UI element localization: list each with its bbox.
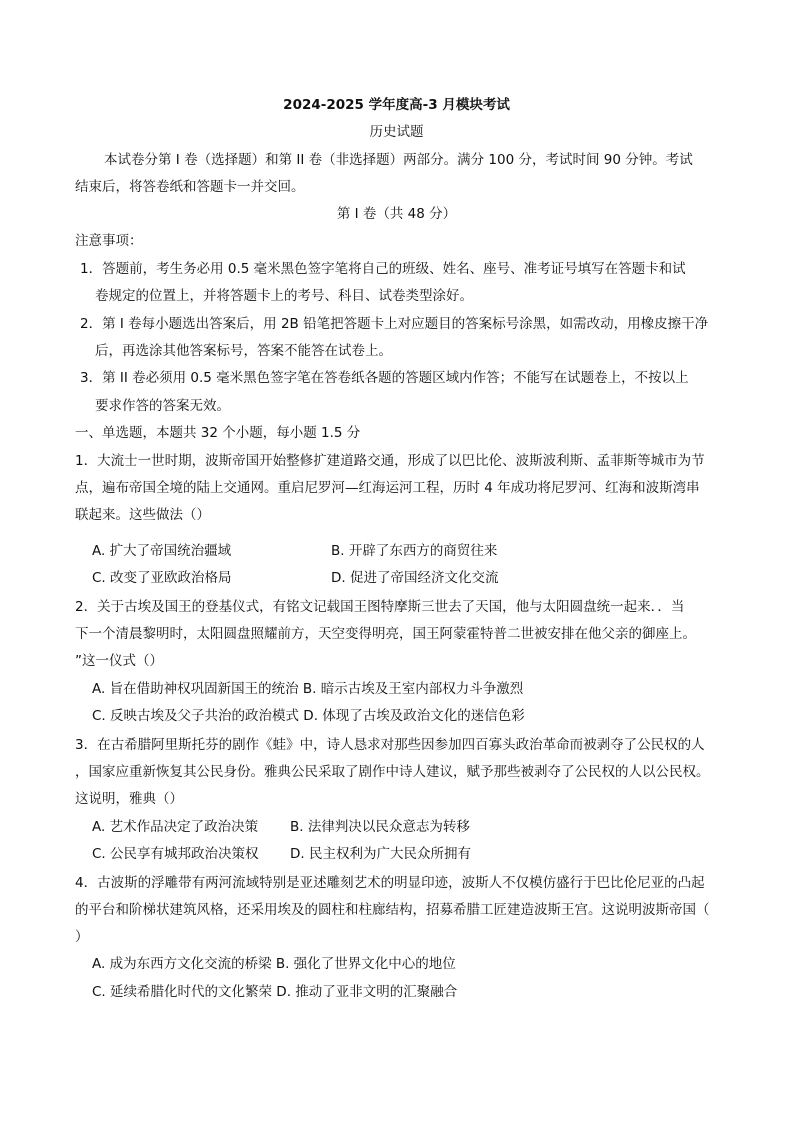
question-4-options-ab[interactable]: A. 成为东西方文化交流的桥梁 B. 强化了世界文化中心的地位: [92, 956, 456, 972]
note-item-2: 2．第 I 卷每小题选出答案后，用 2B 铅笔把答题卡上对应题目的答案标号涂黑，如需改动，用橡皮擦干净: [80, 316, 709, 332]
question-4-stem-line-3: ）: [75, 929, 89, 945]
question-1-option-b[interactable]: B. 开辟了东西方的商贸往来: [331, 543, 498, 559]
question-4-stem-line-2: 的平台和阶梯状建筑风格，还采用埃及的圆柱和柱廊结构，招募希腊工匠建造波斯王宫。这说明波斯帝国（: [75, 902, 710, 918]
question-3-stem-line-1: 3．在古希腊阿里斯托芬的剧作《蛙》中，诗人恳求对那些因参加四百寡头政治革命而被剥夺了公民权的人: [75, 737, 705, 753]
note-item-3: 3．第 II 卷必须用 0.5 毫米黑色签字笔在答卷纸各题的答题区域内作答；不能写在试题卷上，不按以上: [80, 370, 689, 386]
part1-title: 第 I 卷（共 48 分）: [336, 206, 457, 222]
question-3-stem-line-2: ，国家应重新恢复其公民身份。雅典公民采取了剧作中诗人建议，赋予那些被剥夺了公民权的人以公民权。: [75, 764, 710, 780]
intro-line-2: 结束后，将答卷纸和答题卡一并交回。: [75, 179, 305, 195]
notes-heading: 注意事项：: [75, 233, 143, 249]
question-2-stem-line-2: 下一个清晨黎明时，太阳圆盘照耀前方，天空变得明亮，国王阿蒙霍特普二世被安排在他父亲的御座上。: [75, 626, 696, 642]
question-1-option-d[interactable]: D. 促进了帝国经济文化交流: [331, 570, 499, 586]
question-3-stem-line-3: 这说明，雅典（）: [75, 791, 183, 807]
question-3-option-a[interactable]: A. 艺术作品决定了政治决策: [92, 819, 259, 835]
question-4-options-cd[interactable]: C. 延续希腊化时代的文化繁荣 D. 推动了亚非文明的汇聚融合: [92, 984, 458, 1000]
question-2-stem-line-3: ”这一仪式（）: [75, 653, 163, 669]
question-1-stem-line-1: 1．大流士一世时期，波斯帝国开始整修扩建道路交通，形成了以巴比伦、波斯波利斯、孟菲斯等城市为节: [75, 453, 705, 469]
question-1-stem-line-2: 点，遍布帝国全境的陆上交通网。重启尼罗河—红海运河工程，历时 4 年成功将尼罗河、红海和波斯湾串: [75, 480, 700, 496]
question-1-option-a[interactable]: A. 扩大了帝国统治疆域: [92, 543, 232, 559]
question-4-stem-line-1: 4．古波斯的浮雕带有两河流域特别是亚述雕刻艺术的明显印迹，波斯人不仅模仿盛行于巴比伦尼亚的凸起: [75, 875, 705, 891]
note-item-1: 1．答题前，考生务必用 0.5 毫米黑色签字笔将自己的班级、姓名、座号、准考证号填写在答题卡和试: [80, 261, 686, 277]
section1-title: 一、单选题，本题共 32 个小题，每小题 1.5 分: [75, 425, 361, 441]
note-item-2-cont: 后，再选涂其他答案标号，答案不能答在试卷上。: [95, 343, 392, 359]
question-3-option-d[interactable]: D. 民主权利为广大民众所拥有: [290, 846, 471, 862]
question-3-option-b[interactable]: B. 法律判决以民众意志为转移: [290, 819, 470, 835]
question-1-stem-line-3: 联起来。这些做法（）: [75, 507, 210, 523]
note-item-1-cont: 卷规定的位置上，并将答题卡上的考号、科目、试卷类型涂好。: [95, 288, 473, 304]
question-2-options-cd[interactable]: C. 反映古埃及父子共治的政治模式 D. 体现了古埃及政治文化的迷信色彩: [92, 708, 525, 724]
exam-title: 2024-2025 学年度高-3 月模块考试: [283, 97, 510, 113]
question-2-options-ab[interactable]: A. 旨在借助神权巩固新国王的统治 B. 暗示古埃及王室内部权力斗争激烈: [92, 681, 524, 697]
question-3-option-c[interactable]: C. 公民享有城邦政治决策权: [92, 846, 259, 862]
subject-title: 历史试题: [369, 124, 424, 140]
note-item-3-cont: 要求作答的答案无效。: [95, 398, 230, 414]
question-1-option-c[interactable]: C. 改变了亚欧政治格局: [92, 570, 232, 586]
question-2-stem-line-1: 2．关于古埃及国王的登基仪式，有铭文记载国王图特摩斯三世去了天国，他与太阳圆盘统一起来．．当: [75, 599, 685, 615]
intro-line-1: 本试卷分第 I 卷（选择题）和第 II 卷（非选择题）两部分。满分 100 分，考试时间 90 分钟。考试: [104, 152, 693, 168]
